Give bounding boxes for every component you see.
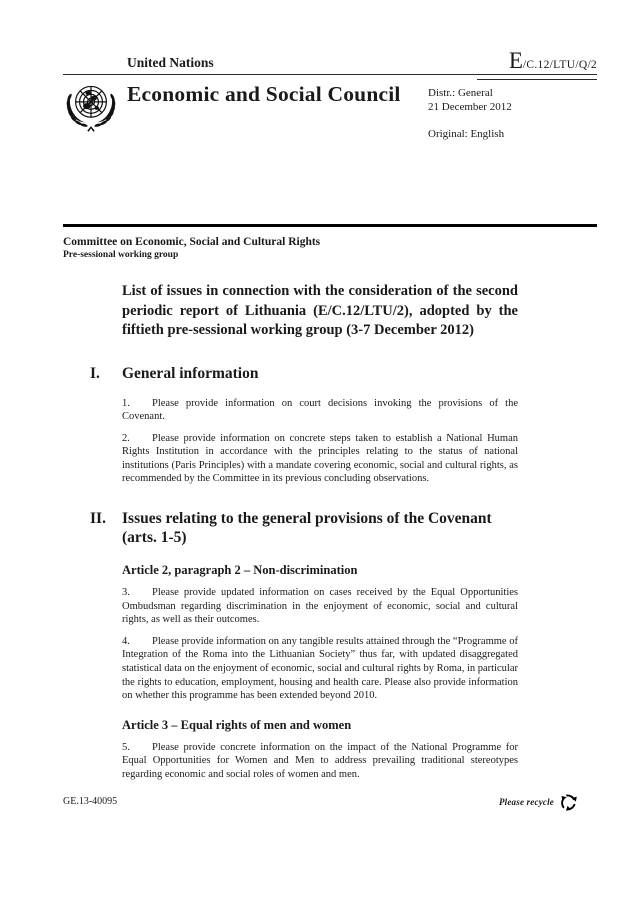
section-heading [90, 509, 518, 547]
document-symbol-rest: /C.12/LTU/Q/2 [522, 59, 597, 71]
section-numeral: I. [90, 364, 100, 382]
paragraph-2 [122, 432, 518, 486]
paragraph-1 [122, 397, 518, 424]
document-symbol [509, 49, 597, 73]
document-symbol-letter: E [508, 48, 523, 73]
section-heading-text: Issues relating to the general provisions of the Covenant (arts. 1-5) [122, 510, 492, 547]
document-body [63, 224, 597, 782]
document-number: GE.13-40095 [63, 796, 118, 807]
paragraph-4 [122, 635, 518, 703]
paragraph-number: 2. [122, 432, 130, 444]
section-divider-rule [63, 224, 597, 227]
paragraph-number: 5. [122, 741, 130, 753]
committee-name: Committee on Economic, Social and Cultural Rights [63, 236, 321, 248]
org-name: United Nations [127, 55, 214, 70]
un-emblem-icon [63, 80, 119, 133]
paragraph-number: 4. [122, 635, 130, 647]
paragraph-number: 3. [122, 587, 130, 599]
section-heading-text: General information [122, 364, 259, 382]
article-2-heading: Article 2, paragraph 2 – Non-discrimination [122, 563, 358, 578]
council-title: Economic and Social Council [127, 82, 401, 106]
masthead-emblem-row [63, 80, 597, 140]
section-heading [90, 364, 518, 383]
article-3-heading: Article 3 – Equal rights of men and women [122, 717, 352, 732]
paragraph-5 [122, 741, 518, 782]
section-covenant-provisions [90, 509, 518, 782]
paragraph-text: Please provide information on concrete steps taken to establish a National Human Rights Institution in accordance with the principles relating to the status of national institutions (Paris Principles) with a mandate covering economic, social and cultural rights, as recommended by the Committee in its previous concluding observations. [122, 432, 518, 485]
distr-line: Distr.: General [428, 87, 493, 99]
paragraph-text: Please provide updated information on cases received by the Equal Opportunities Ombudsman regarding discrimination in the enjoyment of economic, social and cultural rights, as well as their outcomes. [122, 587, 518, 626]
committee-subgroup: Pre-sessional working group [63, 250, 179, 260]
section-numeral: II. [90, 510, 106, 528]
distribution-block [428, 86, 512, 141]
paragraph-3 [122, 586, 518, 627]
paragraph-number: 1. [122, 397, 130, 409]
paragraph-text: Please provide information on court decisions invoking the provisions of the Covenant. [122, 397, 518, 423]
recycle-notice [499, 792, 579, 812]
paragraph-text: Please provide information on any tangible results attained through the “Programme of Integration of the Roma into the Lithuanian Society” thus far, with updated disaggregated statistical data on the enjoyment of economic, social and cultural rights by Roma, in particular the rights to education, employment, housing and health care. Please also provide information on whether this programme has been extended beyond 2010. [122, 635, 518, 702]
section-general-information [90, 364, 518, 487]
recycle-label: Please recycle [498, 796, 554, 808]
date-line: 21 December 2012 [428, 101, 512, 113]
original-language-line: Original: English [428, 128, 505, 140]
paragraph-text: Please provide concrete information on the impact of the National Programme for Equal Opportunities for Women and Men to address prevailing traditional stereotypes regarding economic and social roles of women and men. [122, 741, 518, 780]
recycle-icon [557, 792, 579, 812]
masthead [63, 50, 597, 75]
page-footer [63, 790, 597, 816]
document-title: List of issues in connection with the consideration of the second periodic report of Lithuania (E/C.12/LTU/2), adopted by the fiftieth pre-sessional working group (3-7 December 2012) [122, 283, 518, 338]
